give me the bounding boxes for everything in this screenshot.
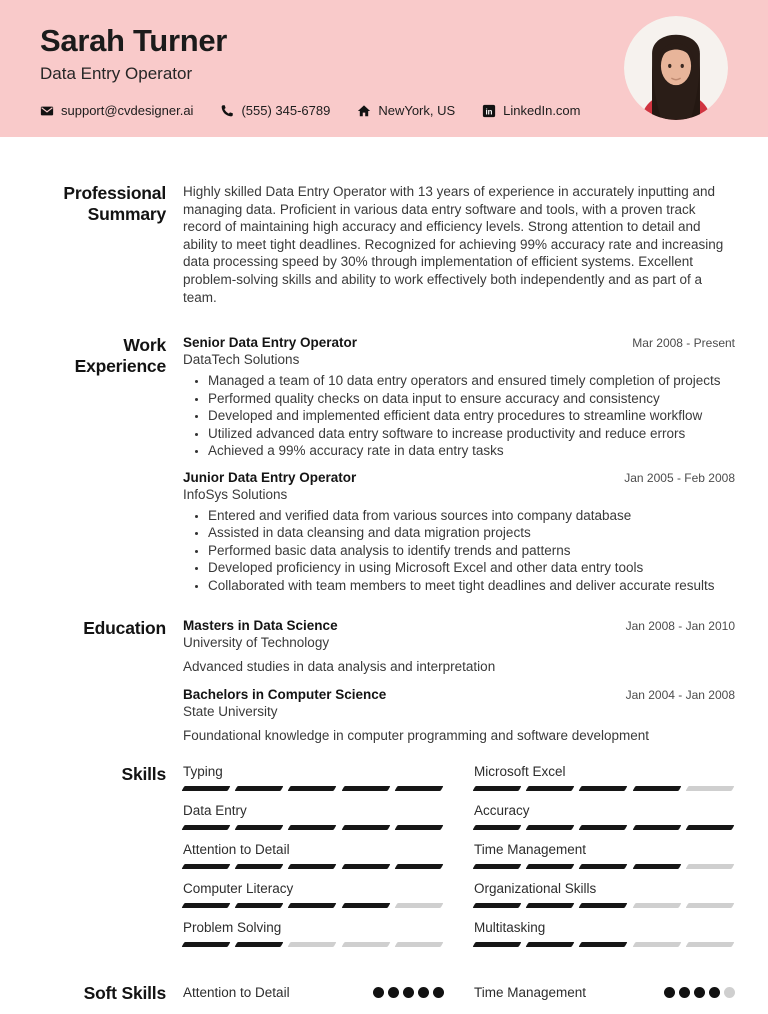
job-dates: Jan 2005 - Feb 2008 bbox=[624, 470, 735, 485]
skill-bar-segment bbox=[394, 903, 443, 908]
company-name: InfoSys Solutions bbox=[183, 486, 288, 502]
skill-level-bar bbox=[183, 864, 444, 869]
summary-text: Highly skilled Data Entry Operator with 13 years of experience in accurately inputting and managing data. Proficient in various data entry software and tools, with a proven track record of maintaining high accuracy and efficiency levels. Strong attention to detail and ability to meet tight deadlines. Recognized for achieving 99% accuracy rate and increasing data processing speed by 30% through implementation of efficient systems. Excellent problem-solving skills and ability to work effectively both independently and as part of a team. bbox=[183, 184, 724, 305]
skill-bar-segment bbox=[341, 903, 390, 908]
skill-name: Problem Solving bbox=[183, 920, 282, 936]
skill-item bbox=[474, 803, 735, 830]
skill-name: Computer Literacy bbox=[183, 881, 294, 897]
section-soft-skills bbox=[40, 983, 735, 1004]
job-bullet: • Collaborated with team members to meet tight deadlines and deliver accurate results bbox=[208, 577, 735, 595]
skill-bar-segment bbox=[182, 864, 231, 869]
education-header bbox=[183, 687, 735, 702]
job-header bbox=[183, 470, 735, 485]
skill-bar-segment bbox=[526, 825, 575, 830]
skill-bar-segment bbox=[182, 942, 231, 947]
skill-bar-segment bbox=[632, 864, 681, 869]
location-icon bbox=[357, 104, 371, 118]
skill-bar-segment bbox=[235, 864, 284, 869]
skill-item bbox=[183, 881, 444, 908]
job-bullet: • Developed proficiency in using Microsoft Excel and other data entry tools bbox=[208, 559, 735, 577]
skill-item bbox=[474, 881, 735, 908]
job-bullet-list bbox=[183, 507, 735, 595]
skill-name: Microsoft Excel bbox=[474, 764, 566, 780]
skill-bar-segment bbox=[685, 903, 734, 908]
skill-level-bar bbox=[474, 864, 735, 869]
job-entry bbox=[183, 470, 735, 595]
skill-bar-segment bbox=[526, 864, 575, 869]
education-description: Foundational knowledge in computer programming and software development bbox=[183, 728, 650, 744]
resume-header bbox=[0, 0, 768, 137]
skill-bar-segment bbox=[341, 825, 390, 830]
job-title: Senior Data Entry Operator bbox=[183, 335, 358, 351]
linkedin-icon bbox=[482, 104, 496, 118]
job-list bbox=[183, 335, 735, 594]
skill-bar-segment bbox=[341, 786, 390, 791]
contact-text: LinkedIn.com bbox=[503, 103, 581, 118]
skill-bar-segment bbox=[394, 825, 443, 830]
soft-skill-dots bbox=[664, 987, 735, 998]
person-job-title: Data Entry Operator bbox=[40, 64, 193, 83]
soft-skill-name: Time Management bbox=[474, 984, 587, 1000]
soft-skill-item bbox=[183, 983, 444, 1001]
job-dates: Mar 2008 - Present bbox=[632, 336, 735, 351]
skill-bar-segment bbox=[182, 786, 231, 791]
degree-title: Masters in Data Science bbox=[183, 618, 338, 634]
skill-bar-segment bbox=[235, 942, 284, 947]
section-education bbox=[40, 618, 735, 743]
skill-name: Organizational Skills bbox=[474, 881, 597, 897]
skill-bar-segment bbox=[341, 942, 390, 947]
soft-skills-grid bbox=[183, 983, 735, 1004]
person-name: Sarah Turner bbox=[40, 23, 228, 58]
section-work-experience bbox=[40, 335, 735, 594]
soft-skill-dot bbox=[403, 987, 414, 998]
skill-level-bar bbox=[474, 942, 735, 947]
job-bullet: • Performed quality checks on data input to ensure accuracy and consistency bbox=[208, 390, 735, 408]
skill-bar-segment bbox=[685, 864, 734, 869]
contact-row bbox=[40, 103, 728, 118]
skill-name: Data Entry bbox=[183, 803, 247, 819]
skill-level-bar bbox=[183, 786, 444, 791]
skill-name: Typing bbox=[183, 764, 223, 780]
education-entry bbox=[183, 618, 735, 674]
skill-item bbox=[474, 842, 735, 869]
skill-bar-segment bbox=[473, 864, 522, 869]
soft-skill-dot bbox=[373, 987, 384, 998]
skill-bar-segment bbox=[394, 864, 443, 869]
job-bullet: • Entered and verified data from various sources into company database bbox=[208, 507, 735, 525]
soft-skill-dot bbox=[679, 987, 690, 998]
contact-text: NewYork, US bbox=[378, 103, 456, 118]
company-name: DataTech Solutions bbox=[183, 352, 300, 368]
skill-bar-segment bbox=[579, 903, 628, 908]
skills-column bbox=[183, 764, 444, 959]
soft-skill-dots bbox=[373, 987, 444, 998]
soft-skill-dot bbox=[709, 987, 720, 998]
skill-item bbox=[474, 920, 735, 947]
job-bullet: • Managed a team of 10 data entry operators and ensured timely completion of projects bbox=[208, 372, 735, 390]
work-section-label: Work Experience bbox=[74, 335, 166, 377]
skill-bar-segment bbox=[394, 942, 443, 947]
avatar-illustration bbox=[624, 16, 728, 120]
skill-level-bar bbox=[474, 903, 735, 908]
skills-column bbox=[474, 764, 735, 959]
skill-item bbox=[183, 842, 444, 869]
contact-item[interactable] bbox=[482, 103, 580, 118]
skill-name: Accuracy bbox=[474, 803, 530, 819]
job-bullet: • Utilized advanced data entry software to increase productivity and reduce errors bbox=[208, 425, 735, 443]
skill-bar-segment bbox=[473, 903, 522, 908]
skill-bar-segment bbox=[685, 825, 734, 830]
skill-bar-segment bbox=[685, 786, 734, 791]
resume-body bbox=[0, 137, 768, 1004]
skill-bar-segment bbox=[473, 942, 522, 947]
skill-bar-segment bbox=[182, 825, 231, 830]
job-bullet: • Developed and implemented efficient data entry procedures to streamline workflow bbox=[208, 407, 735, 425]
school-name: State University bbox=[183, 704, 278, 720]
education-dates: Jan 2008 - Jan 2010 bbox=[625, 619, 735, 634]
soft-skills-section-label: Soft Skills bbox=[83, 983, 166, 1004]
skill-bar-segment bbox=[632, 786, 681, 791]
section-skills bbox=[40, 764, 735, 959]
skill-bar-segment bbox=[341, 864, 390, 869]
contact-text: (555) 345-6789 bbox=[241, 103, 331, 118]
degree-title: Bachelors in Computer Science bbox=[183, 687, 387, 703]
soft-skill-item bbox=[474, 983, 735, 1001]
skill-bar-segment bbox=[632, 903, 681, 908]
education-header bbox=[183, 618, 735, 633]
school-name: University of Technology bbox=[183, 635, 330, 651]
skill-level-bar bbox=[474, 786, 735, 791]
skill-bar-segment bbox=[288, 786, 337, 791]
skill-bar-segment bbox=[526, 786, 575, 791]
job-entry bbox=[183, 335, 735, 460]
job-bullet: • Performed basic data analysis to identify trends and patterns bbox=[208, 542, 735, 560]
skill-name: Attention to Detail bbox=[183, 842, 290, 858]
skill-bar-segment bbox=[579, 864, 628, 869]
skills-grid bbox=[183, 764, 735, 959]
skill-bar-segment bbox=[579, 825, 628, 830]
skills-section-label: Skills bbox=[121, 764, 166, 785]
summary-section-label: Professional Summary bbox=[63, 183, 166, 224]
skill-bar-segment bbox=[685, 942, 734, 947]
skill-bar-segment bbox=[632, 942, 681, 947]
skill-item bbox=[183, 920, 444, 947]
soft-skill-dot bbox=[433, 987, 444, 998]
skill-item bbox=[183, 803, 444, 830]
email-icon bbox=[40, 104, 54, 118]
skill-item bbox=[183, 764, 444, 791]
education-dates: Jan 2004 - Jan 2008 bbox=[625, 688, 735, 703]
soft-skill-name: Attention to Detail bbox=[183, 984, 290, 1000]
skill-bar-segment bbox=[288, 903, 337, 908]
skill-bar-segment bbox=[632, 825, 681, 830]
skill-name: Multitasking bbox=[474, 920, 546, 936]
svg-text:in: in bbox=[485, 106, 493, 116]
education-entry bbox=[183, 687, 735, 743]
phone-icon bbox=[220, 104, 234, 118]
education-section-label: Education bbox=[83, 618, 166, 639]
skill-level-bar bbox=[183, 942, 444, 947]
contact-item bbox=[220, 103, 330, 118]
skill-bar-segment bbox=[288, 942, 337, 947]
job-title: Junior Data Entry Operator bbox=[183, 469, 357, 485]
education-list bbox=[183, 618, 735, 743]
soft-skill-dot bbox=[388, 987, 399, 998]
skill-bar-segment bbox=[579, 942, 628, 947]
job-header bbox=[183, 335, 735, 350]
soft-skill-dot bbox=[418, 987, 429, 998]
skill-name: Time Management bbox=[474, 842, 587, 858]
skill-bar-segment bbox=[526, 942, 575, 947]
skill-item bbox=[474, 764, 735, 791]
skill-level-bar bbox=[183, 825, 444, 830]
skill-bar-segment bbox=[526, 903, 575, 908]
skill-bar-segment bbox=[579, 786, 628, 791]
contact-text: support@cvdesigner.ai bbox=[61, 103, 194, 118]
skill-bar-segment bbox=[235, 825, 284, 830]
education-description: Advanced studies in data analysis and interpretation bbox=[183, 659, 496, 675]
skill-bar-segment bbox=[394, 786, 443, 791]
skill-bar-segment bbox=[288, 864, 337, 869]
contact-item bbox=[357, 103, 455, 118]
skill-bar-segment bbox=[473, 786, 522, 791]
skill-bar-segment bbox=[235, 786, 284, 791]
job-bullet: • Achieved a 99% accuracy rate in data entry tasks bbox=[208, 442, 735, 460]
job-bullet-list bbox=[183, 372, 735, 460]
skill-bar-segment bbox=[182, 903, 231, 908]
soft-skill-dot bbox=[694, 987, 705, 998]
skill-bar-segment bbox=[235, 903, 284, 908]
skill-level-bar bbox=[474, 825, 735, 830]
section-professional-summary bbox=[40, 183, 735, 306]
contact-item[interactable] bbox=[40, 103, 193, 118]
profile-photo bbox=[624, 16, 728, 120]
soft-skill-dot bbox=[664, 987, 675, 998]
soft-skill-dot bbox=[724, 987, 735, 998]
skill-level-bar bbox=[183, 903, 444, 908]
job-bullet: • Assisted in data cleansing and data migration projects bbox=[208, 524, 735, 542]
skill-bar-segment bbox=[473, 825, 522, 830]
skill-bar-segment bbox=[288, 825, 337, 830]
